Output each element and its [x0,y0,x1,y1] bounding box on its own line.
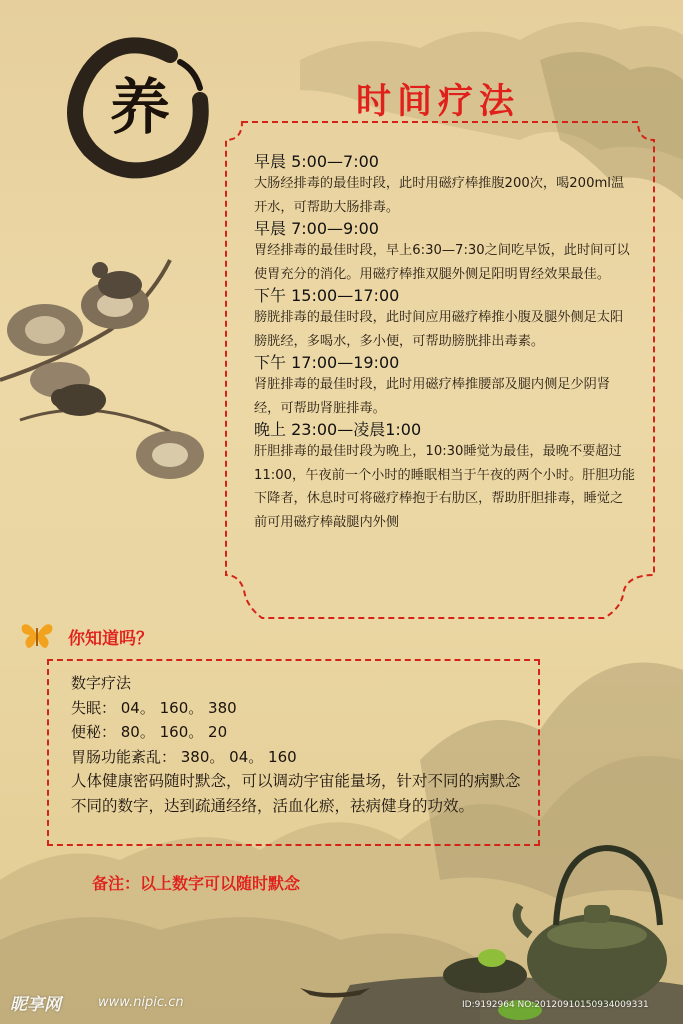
watermark-url: www.nipic.cn [98,995,184,1010]
schedule-list [254,152,636,534]
number-line: 失眠： 04。 160。 380 [71,698,237,717]
entry-description: 肾脏排毒的最佳时段，此时用磁疗棒推腰部及腿内侧足少阴肾经，可帮助肾脏排毒。 [254,377,611,416]
seal-character: 养 [110,73,170,143]
schedule-entry [254,219,636,286]
note-text: 备注：以上数字可以随时默念 [92,874,301,893]
schedule-entry [254,286,636,353]
did-you-know-header [20,620,320,652]
page-title: 时间疗法 [356,82,521,122]
number-therapy-paragraph: 人体健康密码随时默念，可以调动宇宙能量场，针对不同的病默念不同的数字，达到疏通经络，活血化瘀，祛病健身的功效。 [71,772,521,815]
number-therapy-text [71,671,521,819]
entry-description: 大肠经排毒的最佳时段，此时用磁疗棒推腹200次，喝200ml温开水，可帮助大肠排毒。 [254,176,625,215]
entry-time: 下午 15:00—17:00 [254,286,400,305]
butterfly-icon [20,620,54,650]
did-you-know-label: 你知道吗？ [68,629,153,649]
watermark-logo: 昵享网 [10,995,61,1015]
entry-description: 膀胱排毒的最佳时段，此时间应用磁疗棒推小腹及腿外侧足太阳膀胱经，多喝水，多小便，可帮助膀胱排出毒素。 [254,310,624,349]
entry-time: 早晨 5:00—7:00 [254,152,379,171]
entry-time: 早晨 7:00—9:00 [254,219,379,238]
entry-description: 胃经排毒的最佳时段，早上6:30—7:30之间吃早饭，此时间可以使胃充分的消化。用磁疗棒推双腿外侧足阳明胃经效果最佳。 [254,243,630,282]
number-line: 数字疗法 [71,674,132,692]
number-line: 便秘： 80。 160。 20 [71,723,228,741]
schedule-entry [254,420,636,534]
number-therapy-panel [47,659,540,846]
entry-time: 晚上 23:00—凌晨1:00 [254,420,422,439]
number-line: 胃肠功能紊乱： 380。 04。 160 [71,747,297,766]
entry-time: 下午 17:00—19:00 [254,353,400,372]
watermark-id: ID:9192964 NO:20120910150934009331 [462,1000,649,1010]
entry-description: 肝胆排毒的最佳时段为晚上，10:30睡觉为最佳，最晚不要超过11:00，午夜前一个小时的睡眠相当于午夜的两个小时。肝胆功能下降者，休息时可将磁疗棒抱于右肋区，帮助肝胆排毒，睡觉之前可用磁疗棒敲腿内外侧 [254,444,635,530]
schedule-panel [224,120,656,620]
schedule-entry [254,152,636,219]
schedule-entry [254,353,636,420]
